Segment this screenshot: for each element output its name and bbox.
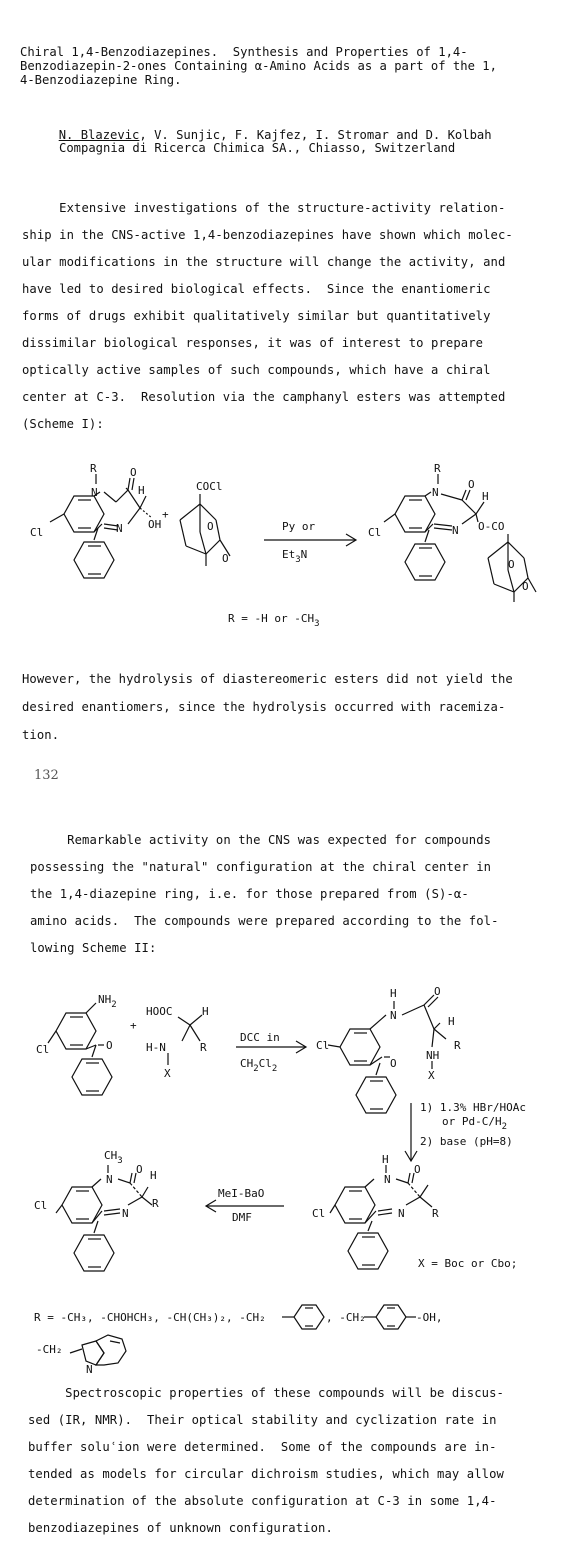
mei-bottom: DMF <box>232 1211 252 1224</box>
title-line-3: 4-Benzodiazepine Ring. <box>20 73 182 87</box>
para1-line: Extensive investigations of the structure-activity relation- <box>22 201 506 215</box>
cl-label: Cl <box>30 526 44 539</box>
o-label: O <box>390 1057 397 1070</box>
cl-label: Cl <box>316 1039 330 1052</box>
plus-sign: + <box>130 1019 137 1032</box>
para3-line: amino acids. The compounds were prepared according to the fol- <box>30 914 499 928</box>
nh2-label: $NH_2$ <box>98 993 117 1010</box>
cl-label: Cl <box>34 1199 48 1212</box>
para3-line: Remarkable activity on the CNS was expected for compounds <box>30 833 492 847</box>
hn-label: H-N <box>146 1041 166 1054</box>
r-list-mid: , -CH₂ <box>326 1311 366 1324</box>
r-label: R <box>90 462 97 475</box>
h-label: H <box>138 484 145 497</box>
n-label: N <box>398 1207 405 1220</box>
scheme-1-diagram <box>0 460 576 640</box>
dcc-bottom: $CH_2Cl_2$ <box>240 1057 278 1074</box>
dcc-top: DCC in <box>240 1031 280 1044</box>
affiliation: Compagnia di Ricerca Chimica SA., Chiasso, Switzerland <box>59 141 456 155</box>
x-label: X <box>164 1067 171 1080</box>
n-label: N <box>122 1207 129 1220</box>
cl-label: Cl <box>368 526 382 539</box>
para1-line: forms of drugs exhibit qualitatively similar but quantitatively <box>22 309 491 323</box>
r-label: R <box>152 1197 159 1210</box>
n-label: N <box>106 1173 113 1186</box>
para4-line: sed (IR, NMR). Their optical stability and cyclization rate in <box>28 1413 497 1427</box>
o-label: O <box>434 985 441 998</box>
para4-line: Spectroscopic properties of these compounds will be discus- <box>28 1386 504 1400</box>
o-label: O <box>106 1039 113 1052</box>
presenting-author: N. Blazevic <box>58 128 140 142</box>
h-label: H <box>390 987 397 1000</box>
o-label: O <box>130 466 137 479</box>
title-line-1: Chiral 1,4-Benzodiazepines. Synthesis and Properties of 1,4- <box>20 45 468 59</box>
nh-label: NH <box>426 1049 440 1062</box>
step-1: 1) 1.3% HBr/HOAc <box>420 1101 526 1114</box>
reagent-bottom: $Et_3N$ <box>282 548 308 565</box>
h-label: H <box>448 1015 455 1028</box>
n-label: N <box>116 522 123 535</box>
h-label: H <box>150 1169 157 1182</box>
n-label: N <box>390 1009 397 1022</box>
r-label: R <box>200 1041 207 1054</box>
n-label: N <box>384 1173 391 1186</box>
para4-line: tended as models for circular dichroism studies, which may allow <box>28 1467 504 1481</box>
para3-line: lowing Scheme II: <box>30 941 157 955</box>
r-list-end: -OH, <box>416 1311 443 1324</box>
para4-line: buffer soluʿion were determined. Some of the compounds are in- <box>28 1440 497 1454</box>
cl-label: Cl <box>36 1043 50 1056</box>
cl-label: Cl <box>312 1207 326 1220</box>
para1-line: ship in the CNS-active 1,4-benzodiazepines have shown which molec- <box>22 228 513 242</box>
o-label: O <box>522 580 529 593</box>
r-list: R = -CH₃, -CHOHCH₃, -CH(CH₃)₂, -CH₂ <box>34 1311 266 1324</box>
n-label: N <box>452 524 459 537</box>
oco-label: O-CO <box>478 520 505 533</box>
para4-line: determination of the absolute configuration at C-3 in some 1,4- <box>28 1494 497 1508</box>
para2-line: desired enantiomers, since the hydrolysis occurred with racemiza- <box>22 700 506 714</box>
para1-line: dissimilar biological responses, it was of interest to prepare <box>22 336 484 350</box>
n-label: N <box>432 486 439 499</box>
step-1b: or $Pd-C/H_2$ <box>442 1115 508 1132</box>
scheme-2-diagram <box>0 985 576 1380</box>
para2-line: However, the hydrolysis of diastereomeric esters did not yield the <box>22 672 513 686</box>
h-label: H <box>202 1005 209 1018</box>
r-label: R <box>432 1207 439 1220</box>
indole-ch2: -CH₂ <box>36 1343 63 1356</box>
r-label: R <box>434 462 441 475</box>
title-line-2: Benzodiazepin-2-ones Containing α-Amino Acids as a part of the 1, <box>20 59 497 73</box>
para3-line: possessing the "natural" configuration at the chiral center in <box>30 860 492 874</box>
ch3-label: $CH_3$ <box>104 1149 123 1166</box>
para1-line: have led to desired biological effects. Since the enantiomeric <box>22 282 491 296</box>
hooc-label: HOOC <box>146 1005 173 1018</box>
step-2: 2) base (pH=8) <box>420 1135 513 1148</box>
h-label: H <box>482 490 489 503</box>
para3-line: the 1,4-diazepine ring, i.e. for those prepared from (S)-α- <box>30 887 469 901</box>
o-label: O <box>414 1163 421 1176</box>
n-label: N <box>91 486 98 499</box>
r-definition: R = -H or $-CH_3$ <box>228 612 320 629</box>
n-label: N <box>86 1363 93 1376</box>
h-label: H <box>382 1153 389 1166</box>
para1-line: optically active samples of such compounds, which have a chiral <box>22 363 491 377</box>
reagent-top: Py or <box>282 520 316 533</box>
r-label: R <box>454 1039 461 1052</box>
mei-top: MeI-BaO <box>218 1187 265 1200</box>
oh-label: OH <box>148 518 162 531</box>
co-authors: , V. Sunjic, F. Kajfez, I. Stromar and D. Kolbah <box>139 128 492 142</box>
plus-sign: + <box>162 508 169 521</box>
o-label: O <box>508 558 515 571</box>
page-number: 132 <box>34 768 59 783</box>
x-definition: X = Boc or Cbo; <box>418 1257 518 1270</box>
para1-line: (Scheme I): <box>22 417 104 431</box>
o-label: O <box>207 520 214 533</box>
para2-line: tion. <box>22 728 60 742</box>
o-label: O <box>222 552 229 565</box>
para1-line: ular modifications in the structure will change the activity, and <box>22 255 506 269</box>
cocl-label: COCl <box>196 480 223 493</box>
x-label: X <box>428 1069 435 1082</box>
para4-line: benzodiazepines of unknown configuration. <box>28 1521 333 1535</box>
author-line <box>44 114 492 142</box>
o-label: O <box>136 1163 143 1176</box>
para1-line: center at C-3. Resolution via the camphanyl esters was attempted <box>22 390 506 404</box>
o-label: O <box>468 478 475 491</box>
